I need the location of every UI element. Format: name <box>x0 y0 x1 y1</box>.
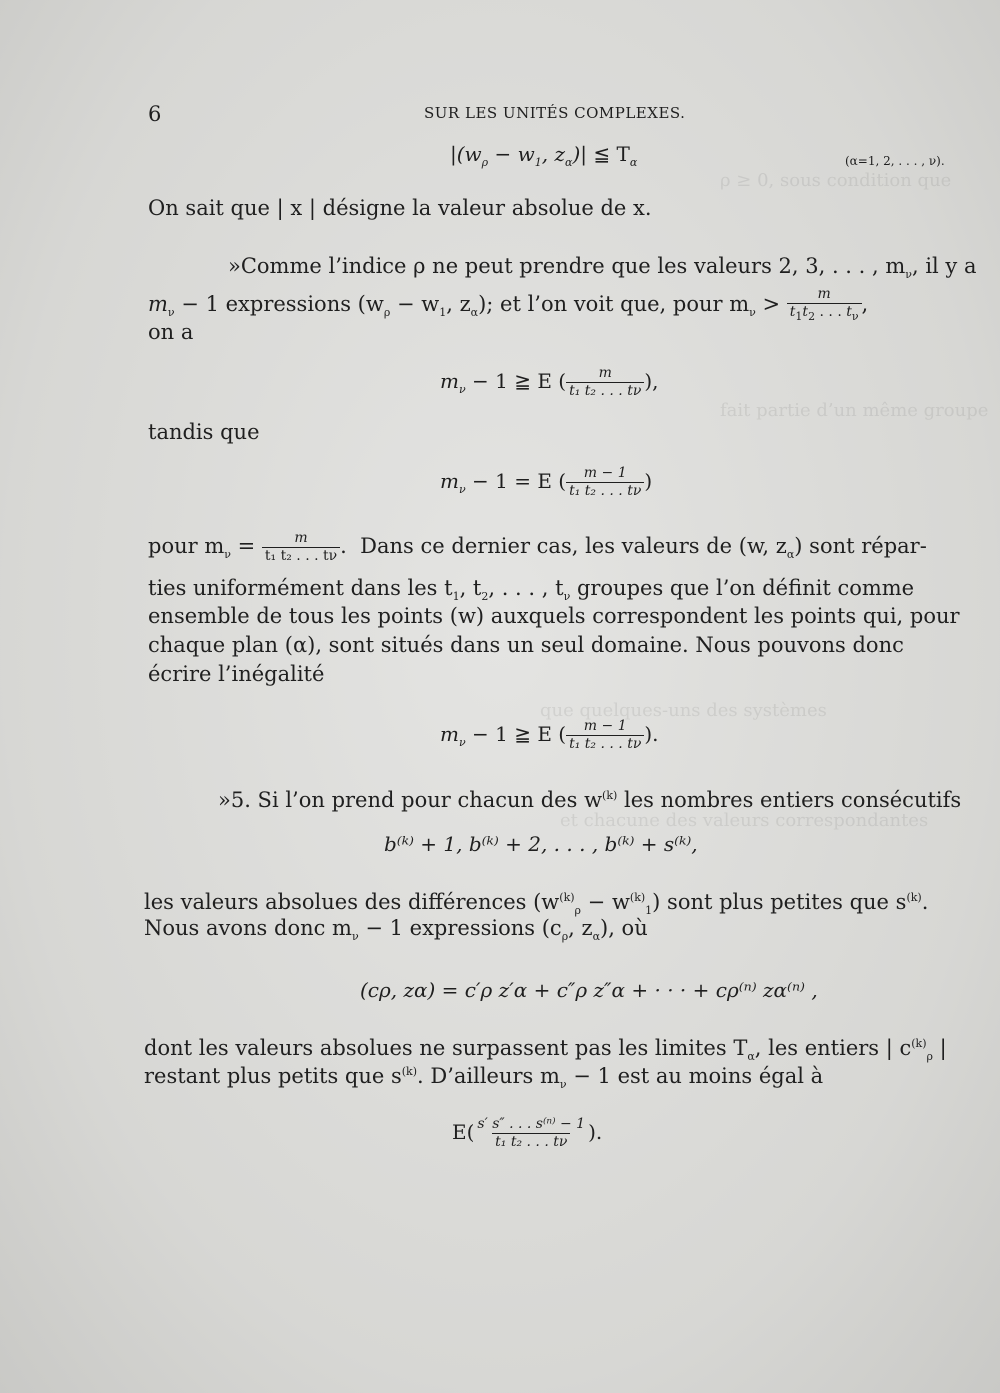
equation-2: $m_\nu - 1$ ≧ E ( $\frac{m}{\text{t₁ t₂ . . . tν}}$ ), <box>440 365 659 399</box>
paragraph-5-line-1: les valeurs absolues des différences $(w^{(k)}_\rho - w^{(k)}_1)$ sont plus petites que $s^{(k)}$. <box>144 890 929 918</box>
paragraph-4-line-1: »5. Si l’on prend pour chacun des $w^{(k)}$ les nombres entiers consécutifs <box>218 788 962 812</box>
paragraph-6-line-1: dont les valeurs absolues ne surpassent pas les limites $T_\alpha$, les entiers | $c^{(k)}_\rho$ | <box>144 1036 947 1064</box>
equation-6: (cρ, zα) = c′ρ z′α + c″ρ z″α + · · · + cρ⁽ⁿ⁾ zα⁽ⁿ⁾ , <box>360 978 818 1002</box>
paragraph-1: On sait que | x | désigne la valeur absolue de x. <box>148 196 652 220</box>
equation-3: $m_\nu - 1 = E$ ( $\frac{m - 1}{\text{t₁ t₂ . . . tν}}$ ) <box>440 465 653 499</box>
paragraph-3-line-5: écrire l’inégalité <box>148 662 325 686</box>
equation-4: $m_\nu - 1$ ≧ E ( $\frac{m - 1}{\text{t₁ t₂ . . . tν}}$ ). <box>440 718 659 752</box>
equation-7: E( $\frac{\text{s′ s″ . . . s⁽ⁿ⁾ − 1}}{\text{t₁ t₂ . . . tν}}$ ). <box>452 1116 603 1150</box>
tandis-que: tandis que <box>148 420 260 444</box>
paragraph-5-line-2: Nous avons donc $m_\nu - 1$ expressions ($c_\rho$, $z_\alpha$), où <box>144 916 648 944</box>
paragraph-2-line-2: $m_\nu - 1$ expressions ($w_\rho - w_1$, $z_\alpha$); et l’on voit que, pour $m_\nu$ > $\frac{m}{t_1t_2 . . . t_\nu}$ , <box>148 286 869 323</box>
equation-1: $|(w_\rho - w_1$, $z_\alpha)|$ ≦ $T_\alpha$ <box>450 142 638 169</box>
equation-1-range: (α=1, 2, . . . , ν). <box>845 154 945 168</box>
page: ρ ≥ 0, sous condition que fait partie d’un même groupe que quelques-uns des systèmes et chacune des valeurs correspondantes 6 SUR LES UNITÉS COMPLEXES. $|(w_\rho - w_1$, $z_\alpha)|$ ≦ $T_\alpha$ (α=1, 2, . . . , ν). On sait que | x | désigne la valeur absolue de x. »Comme l’indice ρ ne peut prendre que les valeurs 2, 3, . . . , $m_\nu$, il y a $m_\nu - 1$ expressions ($w_\rho - w_1$, $z_\alpha$); et l’on voit que, pour $m_\nu$ > $\frac{m}{t_1t_2 . . . t_\nu}$ , on a $m_\nu - 1$ ≧ E ( $\frac{m}{\text{t₁ t₂ . . . tν}}$ ), tandis que $m_\nu - 1 = E$ ( $\frac{m - 1}{\text{t₁ t₂ . . . tν}}$ ) pour $m_\nu$ = $\frac{m}{\text{t₁ t₂ . . . tν}}$ . Dans ce dernier cas, les valeurs de (w, $z_\alpha$) sont répar- ties uniformément dans les $t_1$, $t_2$, . . . , $t_\nu$ groupes que l’on définit comme ensemble de tous les points (w) auxquels correspondent les points qui, pour chaque plan (α), sont situés dans un seul domaine. Nous pouvons donc écrire l’inégalité $m_\nu - 1$ ≧ E ( $\frac{m - 1}{\text{t₁ t₂ . . . tν}}$ ). »5. Si l’on prend pour chacun des $w^{(k)}$ les nombres entiers consécutifs b⁽ᵏ⁾ + 1, b⁽ᵏ⁾ + 2, . . . , b⁽ᵏ⁾ + s⁽ᵏ⁾, les valeurs absolues des différences $(w^{(k)}_\rho - w^{(k)}_1)$ sont plus petites que $s^{(k)}$. Nous avons donc $m_\nu - 1$ expressions ($c_\rho$, $z_\alpha$), où (cρ, zα) = c′ρ z′α + c″ρ z″α + · · · + cρ⁽ⁿ⁾ zα⁽ⁿ⁾ , dont les valeurs absolues ne surpassent pas les limites $T_\alpha$, les entiers | $c^{(k)}_\rho$ | restant plus petits que $s^{(k)}$. D’ailleurs $m_\nu - 1$ est au moins égal à E( $\frac{\text{s′ s″ . . . s⁽ⁿ⁾ − 1}}{\text{t₁ t₂ . . . tν}}$ ). <box>0 0 1000 1393</box>
paragraph-6-line-2: restant plus petits que $s^{(k)}$. D’ailleurs $m_\nu - 1$ est au moins égal à <box>144 1064 824 1092</box>
paragraph-3-line-4: chaque plan (α), sont situés dans un seul domaine. Nous pouvons donc <box>148 633 904 657</box>
equation-5: b⁽ᵏ⁾ + 1, b⁽ᵏ⁾ + 2, . . . , b⁽ᵏ⁾ + s⁽ᵏ⁾, <box>384 832 698 856</box>
paragraph-2-line-1: »Comme l’indice ρ ne peut prendre que les valeurs 2, 3, . . . , $m_\nu$, il y a <box>228 254 977 282</box>
paragraph-2-line-3: on a <box>148 320 194 344</box>
fraction-m-over-t: $\frac{m}{t_1t_2 . . . t_\nu}$ <box>787 286 862 325</box>
running-title: SUR LES UNITÉS COMPLEXES. <box>424 104 686 122</box>
paragraph-3-line-3: ensemble de tous les points (w) auxquels correspondent les points qui, pour <box>148 604 960 628</box>
paragraph-3-line-1: pour $m_\nu$ = $\frac{m}{\text{t₁ t₂ . . . tν}}$ . Dans ce dernier cas, les valeurs de (w, $z_\alpha$) sont répar- <box>148 530 927 564</box>
page-number: 6 <box>148 102 162 126</box>
paragraph-3-line-2: ties uniformément dans les $t_1$, $t_2$, . . . , $t_\nu$ groupes que l’on définit comme <box>148 576 915 604</box>
